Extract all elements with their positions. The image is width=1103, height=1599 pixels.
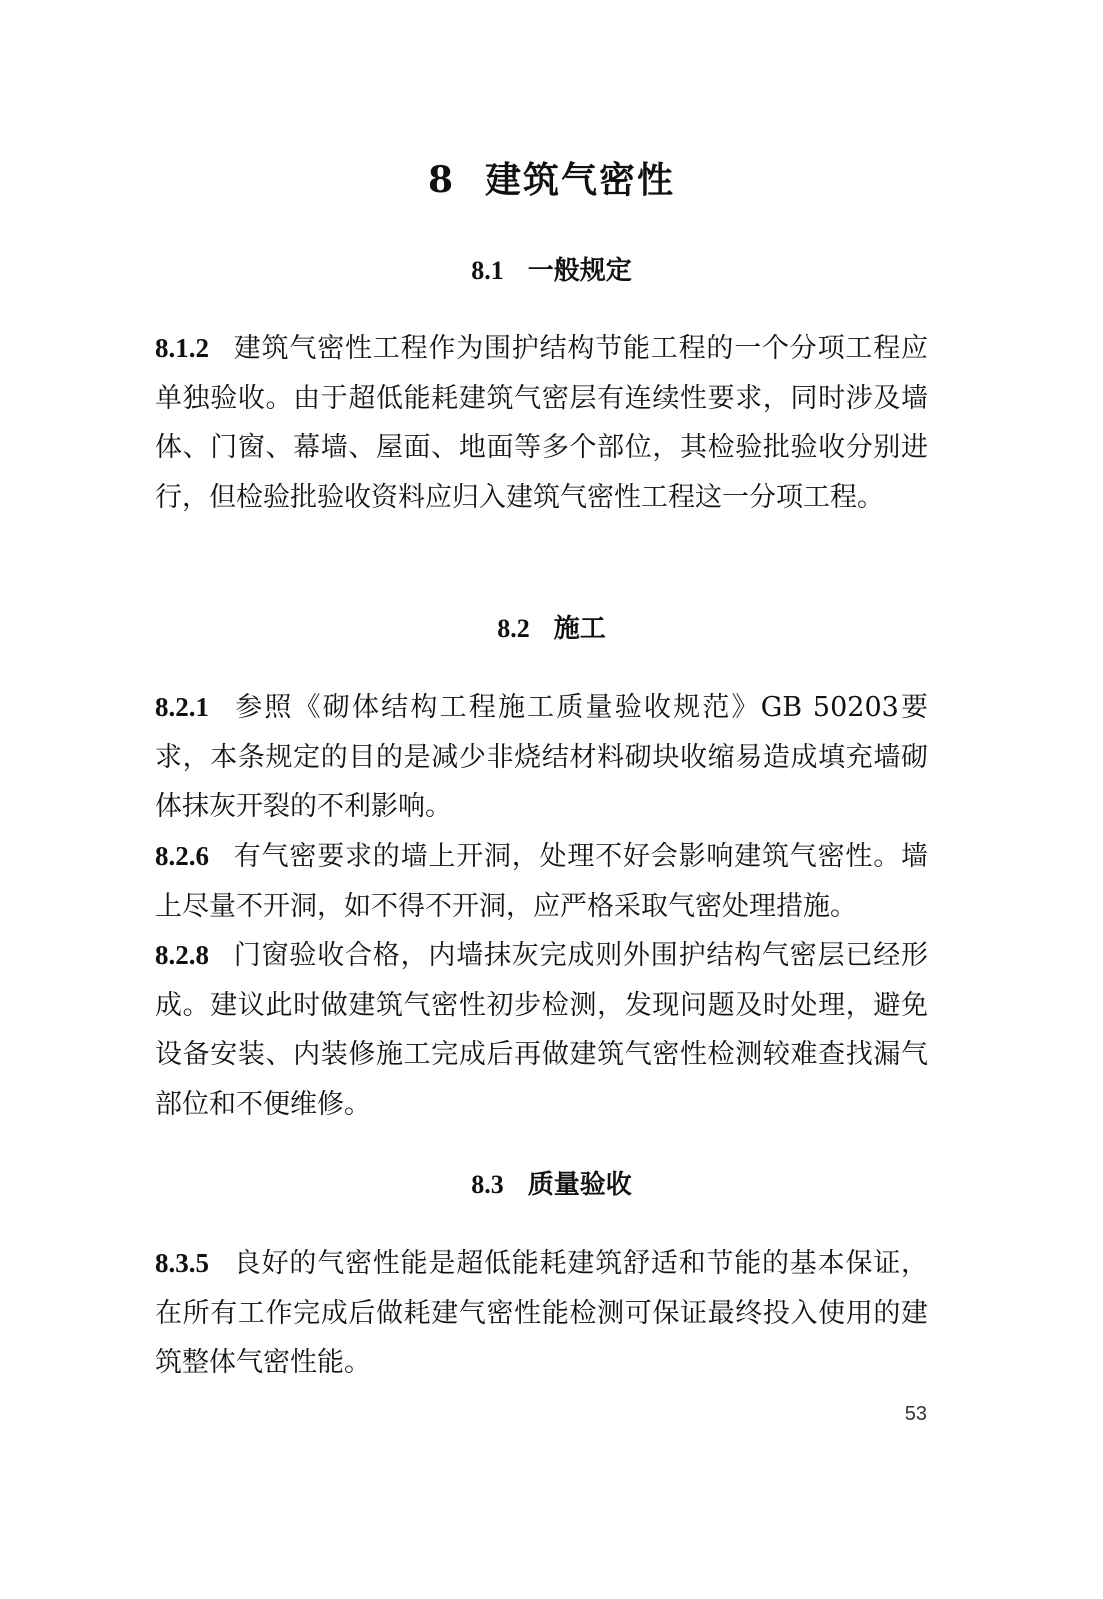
section-title-8-1: [0, 250, 1103, 287]
section-title-8-2: [0, 608, 1103, 645]
chapter-title: [0, 152, 1103, 203]
clause-text: 建筑气密性工程作为围护结构节能工程的一个分项工程应单独验收。由于超低能耗建筑气密层有连续性要求，同时涉及墙体、门窗、幕墙、屋面、地面等多个部位，其检验批验收分别进行，但检验批验收资料应归入建筑气密性工程这一分项工程。: [155, 333, 928, 513]
clause-8-2-1: [155, 683, 928, 832]
page-number: 53: [904, 1403, 927, 1425]
clause-text: 参照《砌体结构工程施工质量验收规范》GB 50203要求，本条规定的目的是减少非烧结材料砌块收缩易造成填充墙砌体抹灰开裂的不利影响。: [155, 692, 928, 822]
clause-8-2-8: [155, 931, 928, 1129]
clause-number: 8.2.1: [155, 692, 209, 722]
clause-number: 8.2.8: [155, 940, 209, 970]
section-title-text: 施工: [553, 614, 606, 644]
section-number: 8.3: [471, 1170, 504, 1199]
clause-number: 8.2.6: [155, 841, 209, 871]
chapter-title-text: 建筑气密性: [485, 159, 676, 201]
section-title-8-3: [0, 1164, 1103, 1201]
clause-number: 8.1.2: [155, 333, 209, 363]
clause-8-2-6: [155, 832, 928, 931]
clause-8-1-2: [155, 324, 928, 522]
clause-8-3-5: [155, 1239, 928, 1388]
section-number: 8.2: [497, 614, 530, 643]
chapter-number: 8: [427, 159, 456, 201]
section-title-text: 质量验收: [527, 1170, 632, 1200]
section-number: 8.1: [471, 256, 504, 285]
clause-text: 有气密要求的墙上开洞，处理不好会影响建筑气密性。墙上尽量不开洞，如不得不开洞，应严格采取气密处理措施。: [155, 841, 928, 922]
section-title-text: 一般规定: [527, 256, 632, 286]
clause-number: 8.3.5: [155, 1248, 209, 1278]
clause-text: 良好的气密性能是超低能耗建筑舒适和节能的基本保证，在所有工作完成后做耗建气密性能检测可保证最终投入使用的建筑整体气密性能。: [155, 1248, 928, 1378]
clause-text: 门窗验收合格，内墙抹灰完成则外围护结构气密层已经形成。建议此时做建筑气密性初步检测，发现问题及时处理，避免设备安装、内装修施工完成后再做建筑气密性检测较难查找漏气部位和不便维修。: [155, 940, 928, 1120]
